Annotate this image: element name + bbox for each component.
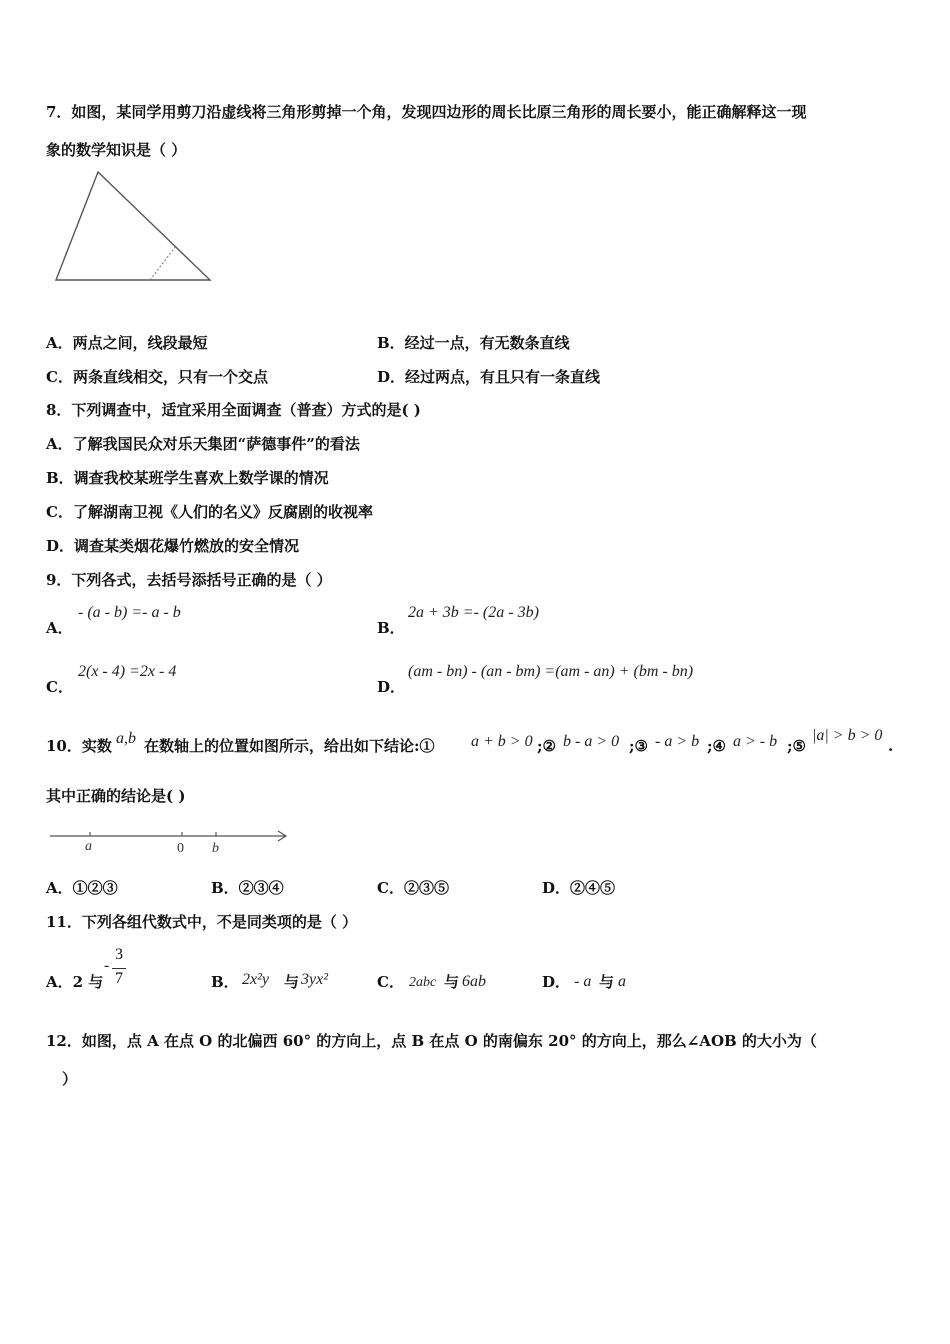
q9-formula-c: 2(x - 4) =2x - 4 — [78, 663, 177, 680]
q7-triangle-figure — [50, 168, 220, 288]
q9-label-c: C． — [46, 678, 73, 696]
q8-option-c: C．了解湖南卫视《人们的名义》反腐剧的收视率 — [46, 503, 373, 521]
q8-option-d: D．调查某类烟花爆竹燃放的安全情况 — [46, 537, 300, 555]
q9-label-a: A． — [46, 619, 73, 637]
q11-option-d-right: a — [618, 973, 626, 990]
q10-line2: 其中正确的结论是( ) — [46, 787, 186, 805]
q9-formula-d: (am - bn) - (an - bm) =(am - an) + (bm - bn) — [408, 663, 694, 680]
q11-option-b-left: 2x²y — [242, 971, 269, 988]
q11-option-d-left: - a — [574, 973, 592, 990]
q10-sep-2: ;② — [537, 737, 556, 755]
q7-option-d: D．经过两点，有且只有一条直线 — [377, 368, 601, 386]
q11-option-d-label: D． — [542, 973, 571, 991]
q10-option-c: C．②③⑤ — [377, 879, 449, 897]
q10-end: . — [888, 737, 894, 755]
q7-option-a: A．两点之间，线段最短 — [46, 334, 208, 352]
q10-conclusion-1: a + b > 0 — [471, 733, 533, 750]
q11-option-a-minus: - — [104, 957, 110, 974]
q10-sep-3: ;③ — [629, 737, 648, 755]
q10-conclusion-3: - a > b — [655, 733, 700, 750]
q10-option-a: A．①②③ — [46, 879, 118, 897]
q11-option-a-denominator: 7 — [115, 970, 123, 987]
q12-stem-line1: 12．如图，点 A 在点 O 的北偏西 60° 的方向上，点 B 在点 O 的南偏东 20° 的方向上，那么∠AOB 的大小为（ — [46, 1032, 817, 1050]
q11-stem: 11．下列各组代数式中，不是同类项的是（ ） — [46, 913, 358, 931]
q8-option-a: A．了解我国民众对乐天集团“萨德事件”的看法 — [46, 435, 360, 453]
q7-option-c: C．两条直线相交，只有一个交点 — [46, 368, 268, 386]
q9-formula-b: 2a + 3b =- (2a - 3b) — [408, 604, 539, 621]
axis-label-b: b — [212, 841, 219, 856]
q10-vars: a,b — [116, 730, 136, 747]
q12-stem-line2: ） — [62, 1070, 78, 1088]
q11-option-b-with: 与 — [284, 973, 300, 991]
q10-number-line — [48, 826, 293, 860]
q10-conclusion-5: |a| > b > 0 — [812, 727, 883, 744]
axis-label-a: a — [85, 839, 92, 854]
q11-option-c-with: 与 — [444, 973, 460, 991]
q8-stem: 8．下列调查中，适宜采用全面调查（普查）方式的是( ) — [46, 401, 421, 419]
q10-prefix: 10．实数 — [46, 737, 112, 755]
q11-fraction-bar — [112, 968, 126, 969]
q11-option-c-left: 2abc — [409, 975, 437, 990]
q11-option-c-label: C． — [377, 973, 404, 991]
q10-mid: 在数轴上的位置如图所示，给出如下结论:① — [144, 737, 435, 755]
q10-conclusion-2: b - a > 0 — [563, 733, 620, 750]
q10-sep-4: ;④ — [707, 737, 726, 755]
axis-label-zero: 0 — [177, 841, 184, 856]
q11-option-a-label: A．2 与 — [46, 973, 104, 991]
q10-sep-5: ;⑤ — [787, 737, 806, 755]
q11-option-b-right: 3yx² — [301, 971, 328, 988]
q11-option-b-label: B． — [211, 973, 239, 991]
q11-option-d-with: 与 — [599, 973, 615, 991]
q10-conclusion-4: a > - b — [733, 733, 778, 750]
q9-label-b: B． — [377, 619, 405, 637]
q7-stem-line2: 象的数学知识是（ ） — [46, 141, 187, 159]
q11-option-a-numerator: 3 — [115, 946, 123, 963]
q10-option-b: B．②③④ — [211, 879, 284, 897]
q7-stem-line1: 7．如图，某同学用剪刀沿虚线将三角形剪掉一个角，发现四边形的周长比原三角形的周长要小，能正确解释这一现 — [46, 103, 807, 121]
q8-option-b: B．调查我校某班学生喜欢上数学课的情况 — [46, 469, 329, 487]
q9-formula-a: - (a - b) =- a - b — [78, 604, 181, 621]
q9-label-d: D． — [377, 678, 406, 696]
q7-option-b: B．经过一点，有无数条直线 — [377, 334, 570, 352]
q9-stem: 9．下列各式，去括号添括号正确的是（ ） — [46, 571, 332, 589]
q10-option-d: D．②④⑤ — [542, 879, 616, 897]
q11-option-c-right: 6ab — [462, 973, 486, 990]
